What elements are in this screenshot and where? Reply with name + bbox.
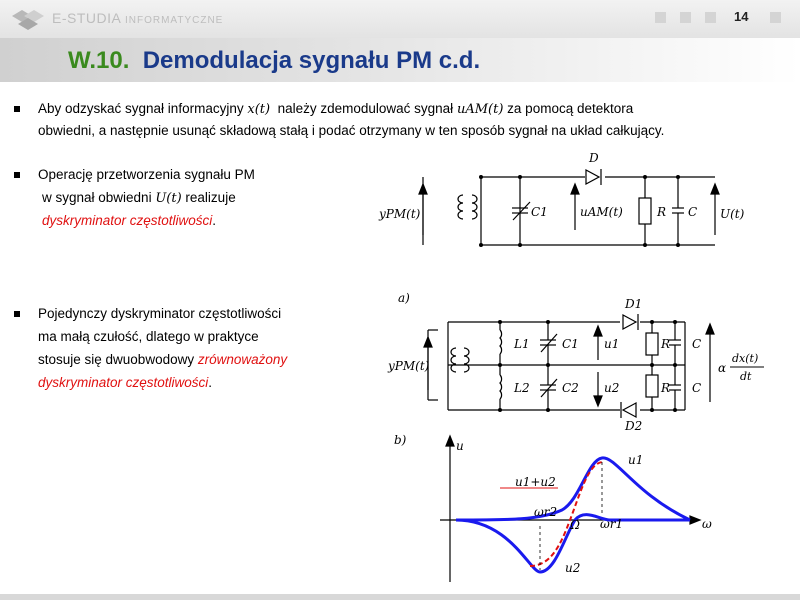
bullet-1-line-2: obwiedni, a następnie usunąć składową stałą i podać otrzymany w ten sposób sygnał na układ całkujący.: [38, 123, 665, 138]
bullet-3-line-3: stosuje się dwuobwodowy zrównoważony: [38, 352, 288, 367]
graph-wr2-label: ωr2: [534, 505, 558, 519]
c1-diode-label: D: [589, 151, 599, 165]
c2-D2-label: D2: [625, 419, 643, 430]
header-square-2: [680, 12, 691, 23]
graph-x-axis-label: ω: [702, 517, 712, 531]
c1-input-label: yPM(t): [379, 207, 421, 221]
graph-u1-label: u1: [628, 453, 644, 467]
brand-main: E-STUDIA: [52, 10, 121, 26]
graph-omega-label: Ω: [570, 518, 580, 532]
bullet-3-line-2: ma małą czułość, dlatego w praktyce: [38, 329, 259, 344]
c2-u1-label: u1: [604, 337, 620, 351]
bullet-3-line-4: dyskryminator częstotliwości.: [38, 375, 213, 390]
c2-R-top-label: R: [661, 337, 671, 351]
bullet-2-line-3: dyskryminator częstotliwości.: [42, 213, 217, 228]
c2-output-coef: α: [718, 361, 727, 375]
bullet-marker-2: [14, 172, 20, 178]
header-square-1: [655, 12, 666, 23]
bullet-2-line-1: Operację przetworzenia sygnału PM: [38, 167, 255, 182]
circuit-balanced-discriminator: [380, 290, 780, 430]
e-studia-logo: [8, 4, 48, 34]
header-square-4: [770, 12, 781, 23]
graph-sum-label: u1+u2: [515, 475, 556, 489]
discriminator-characteristic-graph: [390, 432, 715, 592]
c2-L2-label: L2: [514, 381, 530, 395]
c1-resistor-label: R: [657, 205, 667, 219]
graph-panel-label: b): [394, 433, 407, 447]
c2-output-num: dx(t): [732, 352, 759, 365]
c2-C-top-label: C: [692, 337, 702, 351]
c2-R-bot-label: R: [661, 381, 671, 395]
c2-L1-label: L1: [514, 337, 530, 351]
c2-output-den: dt: [740, 370, 752, 383]
c1-capacitor-label: C: [688, 205, 698, 219]
c2-C-bot-label: C: [692, 381, 702, 395]
c2-input-label: yPM(t): [388, 359, 430, 373]
c2-u2-label: u2: [604, 381, 620, 395]
slide-title: [68, 47, 480, 75]
circuit-single-discriminator: [375, 150, 775, 262]
footer-bar: [0, 594, 800, 600]
title-text: Demodulacja sygnału PM c.d.: [142, 47, 481, 74]
c2-D1-label: D1: [625, 297, 643, 311]
title-number: W.10.: [68, 47, 130, 74]
header-square-3: [705, 12, 716, 23]
c1-uam-label: uAM(t): [580, 205, 623, 219]
graph-wr1-label: ωr1: [600, 517, 624, 531]
brand-name: [52, 10, 223, 26]
c1-output-label: U(t): [720, 207, 745, 221]
page-number: 14: [734, 9, 749, 24]
bullet-3-line-1: Pojedynczy dyskryminator częstotliwości: [38, 306, 282, 321]
graph-y-axis-label: u: [456, 439, 464, 453]
c1-cap-label: C1: [531, 205, 548, 219]
c2-C1-label: C1: [562, 337, 579, 351]
brand-small: INFORMATYCZNE: [124, 15, 224, 26]
c2-panel-label: a): [398, 291, 410, 305]
bullet-2-line-2: w sygnał obwiedni U(t) realizuje: [42, 190, 236, 206]
graph-u2-label: u2: [565, 561, 581, 575]
bullet-1-line-1: Aby odzyskać sygnał informacyjny x(t) należy zdemodulować sygnał uAM(t) za pomocą detektora: [38, 101, 634, 117]
bullet-marker-1: [14, 106, 20, 112]
bullet-marker-3: [14, 311, 20, 317]
c2-C2-label: C2: [562, 381, 579, 395]
